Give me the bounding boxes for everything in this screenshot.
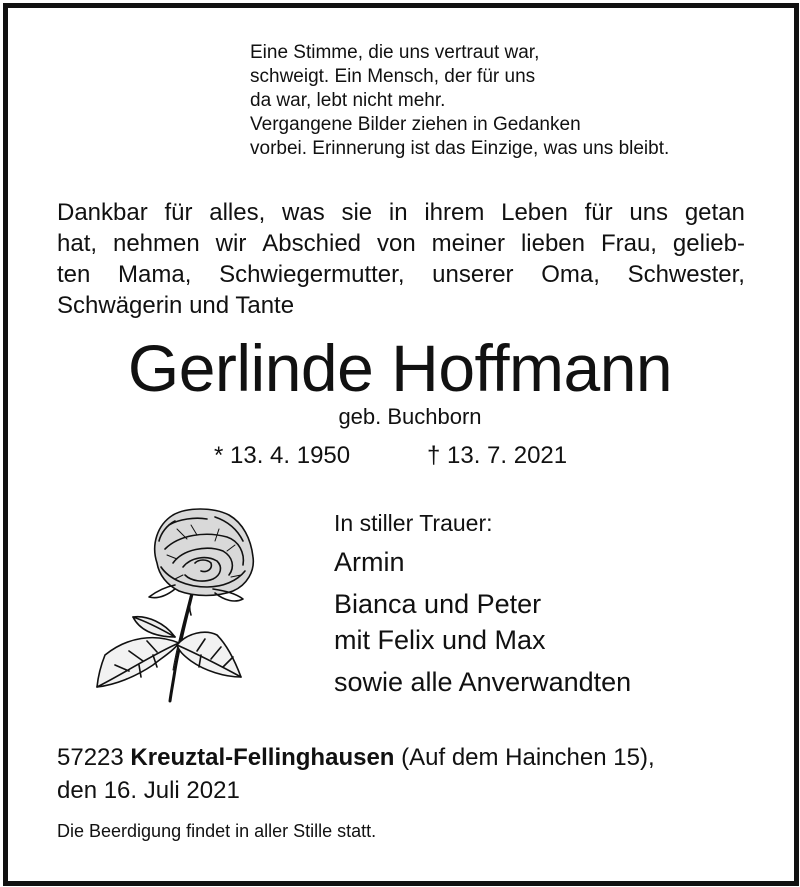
intro-word: nehmen <box>112 230 200 257</box>
poem-line: vorbei. Erinnerung ist das Einzige, was uns bleibt. <box>250 138 670 159</box>
intro-line-2 <box>57 228 745 259</box>
intro-word: wir <box>215 230 247 257</box>
intro-word: in <box>388 199 408 226</box>
mourning-heading: In stiller Trauer: <box>334 510 493 536</box>
intro-line-3 <box>57 259 745 290</box>
street: (Auf dem Hainchen 15), <box>401 744 655 771</box>
intro-word: Leben <box>501 199 568 226</box>
intro-word: Schwester, <box>627 261 745 288</box>
poem-line: Vergangene Bilder ziehen in Gedanken <box>250 114 581 135</box>
intro-word: getan <box>684 199 745 226</box>
intro-word: hat, <box>57 230 98 257</box>
poem-line: Eine Stimme, die uns vertraut war, <box>250 42 540 63</box>
mourner-name: sowie alle Anverwandten <box>334 667 632 697</box>
poem-line: schweigt. Ein Mensch, der für uns <box>250 66 536 87</box>
intro-word: was <box>282 199 325 226</box>
poem-line: da war, lebt nicht mehr. <box>250 90 446 111</box>
mourner-name: Armin <box>334 547 405 577</box>
funeral-note: Die Beerdigung findet in aller Stille statt. <box>57 821 377 841</box>
intro-word: ten <box>57 261 91 288</box>
town-name: Kreuztal-Fellinghausen <box>130 744 395 771</box>
intro-word: von <box>376 230 416 257</box>
mourner-name: Bianca und Peter <box>334 589 542 619</box>
intro-word: Schwiegermutter, <box>219 261 405 288</box>
intro-word: für <box>584 199 613 226</box>
rose-icon <box>95 505 265 705</box>
notice-date: den 16. Juli 2021 <box>57 777 240 804</box>
zip-code: 57223 <box>57 744 124 771</box>
intro-word: für <box>164 199 193 226</box>
maiden-name: geb. Buchborn <box>338 404 482 429</box>
address-line <box>57 741 655 774</box>
address-block <box>57 741 655 807</box>
intro-word: alles, <box>209 199 266 226</box>
intro-line-4: Schwägerin und Tante <box>57 292 295 319</box>
intro-word: ihrem <box>424 199 485 226</box>
birth-date: * 13. 4. 1950 <box>214 442 351 469</box>
intro-word: Oma, <box>541 261 600 288</box>
mourners-list <box>334 544 631 700</box>
intro-word: Abschied <box>262 230 362 257</box>
intro-word: sie <box>341 199 373 226</box>
intro-word: uns <box>629 199 669 226</box>
memorial-poem <box>250 41 669 161</box>
death-date: † 13. 7. 2021 <box>427 442 568 469</box>
intro-word: unserer <box>432 261 514 288</box>
deceased-name: Gerlinde Hoffmann <box>127 331 673 405</box>
intro-word: Frau, <box>600 230 657 257</box>
intro-word: gelieb- <box>672 230 745 257</box>
intro-word: Mama, <box>118 261 192 288</box>
intro-line-1 <box>57 197 745 228</box>
mourner-name: mit Felix und Max <box>334 625 546 655</box>
intro-word: Dankbar <box>57 199 148 226</box>
intro-word: meiner <box>431 230 505 257</box>
intro-paragraph <box>57 197 745 321</box>
intro-word: lieben <box>520 230 585 257</box>
